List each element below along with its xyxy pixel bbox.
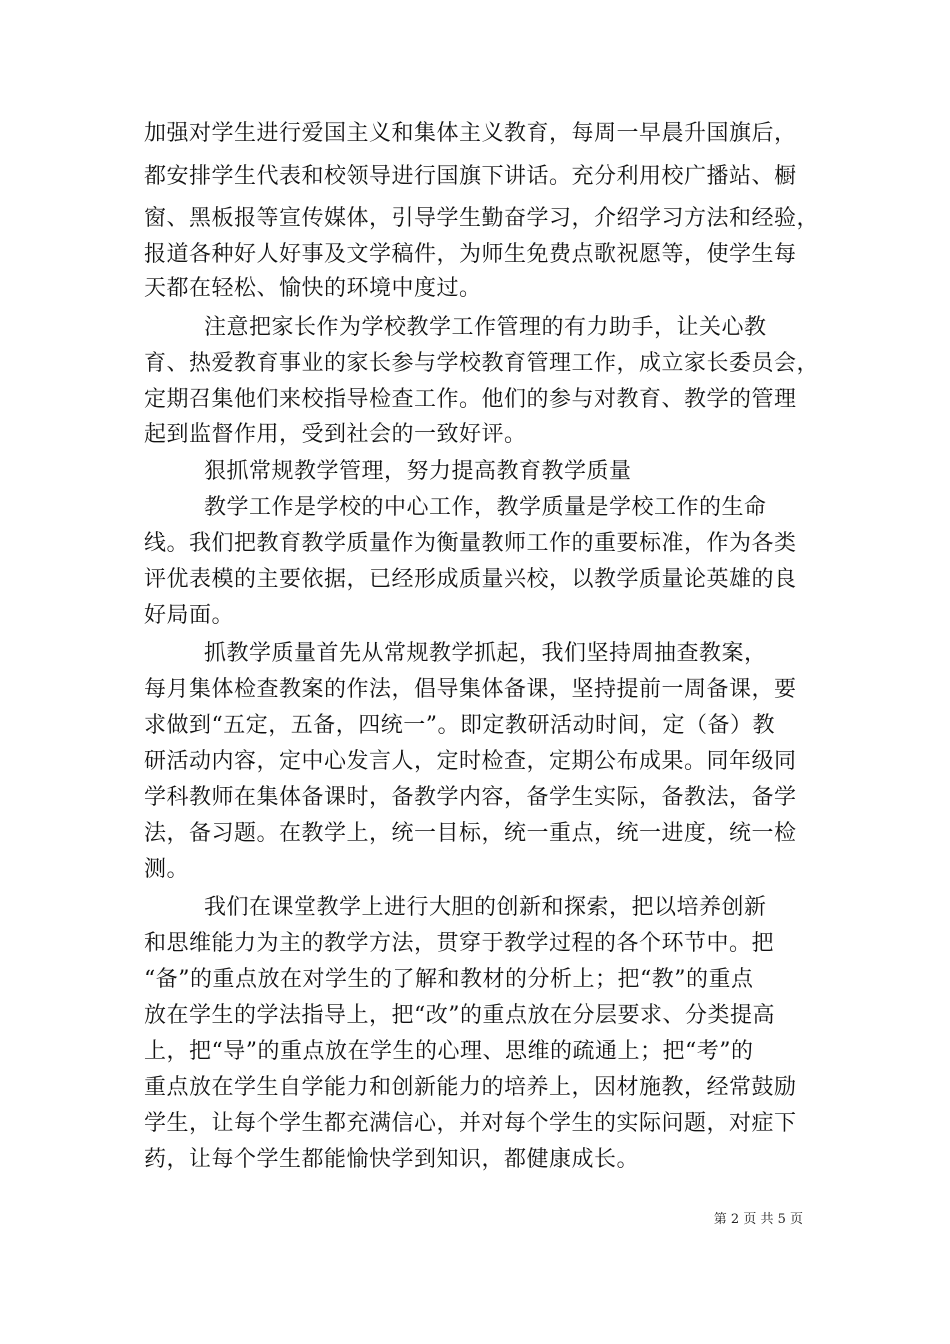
- body-text-line: 定期召集他们来校指导检查工作。他们的参与对教育、教学的管理: [144, 387, 797, 412]
- body-text-line: 报道各种好人好事及文学稿件，为师生免费点歌祝愿等，使学生每: [144, 242, 797, 267]
- body-text-line: 教学工作是学校的中心工作，教学质量是学校工作的生命: [144, 495, 767, 520]
- section-heading: 狠抓常规教学管理，努力提高教育教学质量: [144, 459, 632, 484]
- body-text-line: 放在学生的学法指导上，把“改”的重点放在分层要求、分类提高: [144, 1003, 775, 1028]
- body-text-line: 学科教师在集体备课时，备教学内容，备学生实际，备教法，备学: [144, 785, 797, 810]
- body-text-line: 法，备习题。在教学上，统一目标，统一重点，统一进度，统一检: [144, 821, 797, 846]
- body-text-line: 窗、黑板报等宣传媒体，引导学生勤奋学习，介绍学习方法和经验，: [144, 206, 820, 231]
- body-text-line: 我们在课堂教学上进行大胆的创新和探索，把以培养创新: [144, 895, 767, 920]
- body-text-line: 加强对学生进行爱国主义和集体主义教育，每周一早晨升国旗后，: [144, 121, 797, 146]
- page-number-footer: 第 2 页 共 5 页: [713, 1212, 803, 1227]
- body-text-line: 起到监督作用，受到社会的一致好评。: [144, 422, 527, 447]
- body-text-line: 天都在轻松、愉快的环境中度过。: [144, 276, 482, 301]
- body-text-line: 药，让每个学生都能愉快学到知识，都健康成长。: [144, 1147, 640, 1172]
- body-text-line: 求做到“五定，五备，四统一”。即定教研活动时间，定（备）教: [144, 713, 775, 738]
- body-text-line: 育、热爱教育事业的家长参与学校教育管理工作，成立家长委员会，: [144, 351, 820, 376]
- body-text-line: 重点放在学生自学能力和创新能力的培养上，因材施教，经常鼓励: [144, 1075, 797, 1100]
- body-text-line: 每月集体检查教案的作法，倡导集体备课，坚持提前一周备课，要: [144, 677, 797, 702]
- body-text-line: 注意把家长作为学校教学工作管理的有力助手，让关心教: [144, 315, 767, 340]
- body-text-line: 评优表模的主要依据，已经形成质量兴校，以教学质量论英雄的良: [144, 567, 797, 592]
- body-text-line: 好局面。: [144, 603, 235, 628]
- body-text-line: “备”的重点放在对学生的了解和教材的分析上；把“教”的重点: [144, 967, 754, 992]
- body-text-line: 和思维能力为主的教学方法，贯穿于教学过程的各个环节中。把: [144, 931, 775, 956]
- body-text-line: 都安排学生代表和校领导进行国旗下讲话。充分利用校广播站、橱: [144, 164, 797, 189]
- body-text-line: 测。: [144, 857, 190, 882]
- body-text-line: 研活动内容，定中心发言人，定时检查，定期公布成果。同年级同: [144, 749, 797, 774]
- body-text-line: 上，把“导”的重点放在学生的心理、思维的疏通上；把“考”的: [144, 1039, 754, 1064]
- body-text-line: 学生，让每个学生都充满信心，并对每个学生的实际问题，对症下: [144, 1111, 797, 1136]
- body-text-line: 线。我们把教育教学质量作为衡量教师工作的重要标准，作为各类: [144, 531, 797, 556]
- body-text-line: 抓教学质量首先从常规教学抓起，我们坚持周抽查教案，: [144, 641, 767, 666]
